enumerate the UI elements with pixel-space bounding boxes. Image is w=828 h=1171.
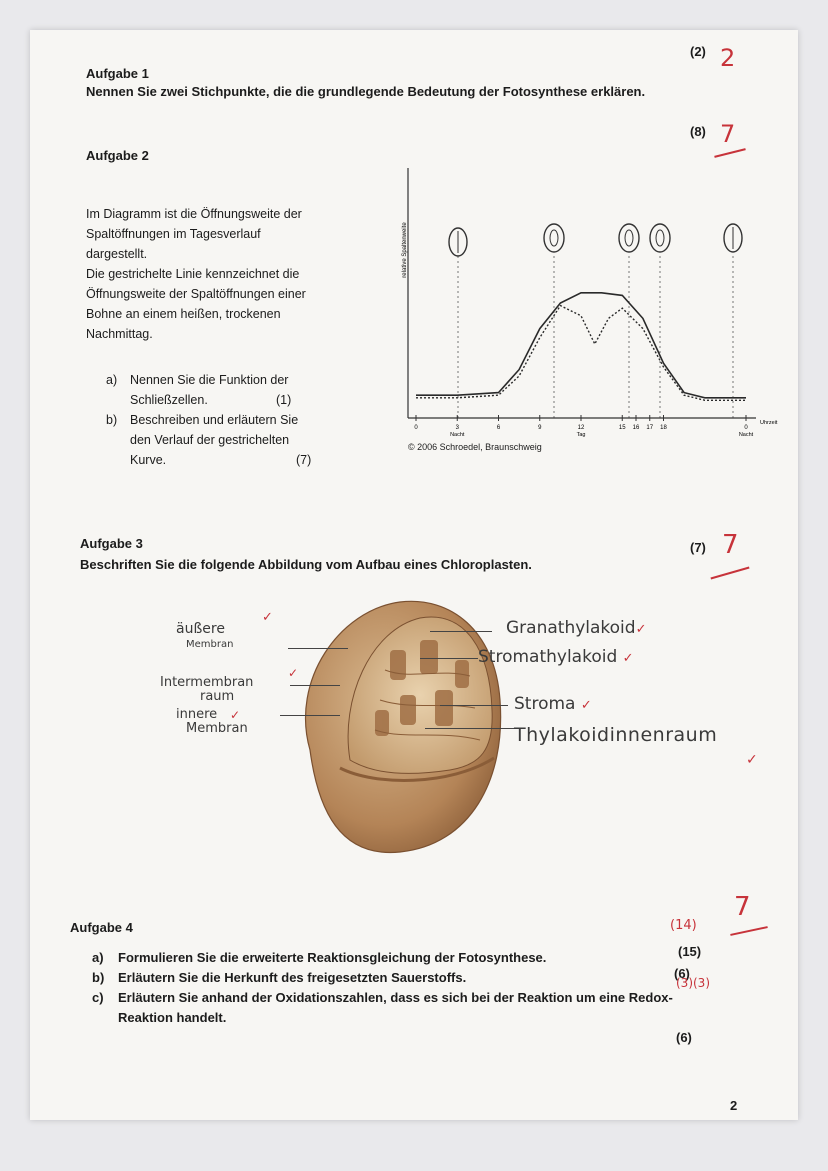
page-number: 2 — [730, 1098, 738, 1113]
y-axis-label: relative Spaltenweite — [402, 222, 408, 278]
check-mark: ✓ — [746, 752, 758, 768]
check-mark: ✓ — [622, 651, 634, 666]
stoma-open-icon — [650, 224, 670, 252]
item-label: b) — [92, 970, 105, 985]
aufgabe2-title: Aufgabe 2 — [86, 148, 149, 163]
aufgabe2-subtasks — [106, 370, 406, 470]
x-tick-label: 16 — [632, 425, 640, 431]
label-line: äußere — [176, 621, 225, 637]
aufgabe1-grade: 2 — [720, 44, 736, 72]
intro-line: Die gestrichelte Linie kennzeichnet die — [86, 267, 300, 281]
item-label: c) — [92, 990, 104, 1005]
aufgabe3-title: Aufgabe 3 — [80, 536, 143, 551]
aufgabe1-title: Aufgabe 1 — [86, 66, 149, 81]
worksheet-page — [30, 30, 798, 1120]
leader-line — [430, 631, 492, 632]
x-sublabel: Nacht — [450, 432, 465, 438]
item-label: a) — [92, 950, 104, 965]
label-stroma — [514, 694, 592, 714]
intro-line: Nachmittag. — [86, 327, 153, 341]
x-tick-label: 6 — [496, 425, 501, 431]
aufgabe3-grade: 7 — [722, 530, 739, 560]
grade-underline — [730, 926, 768, 936]
label-line: innere — [176, 707, 218, 722]
x-sublabel: Nacht — [738, 432, 754, 438]
subtask-a-line: Nennen Sie die Funktion der — [130, 373, 289, 387]
x-tick-label: 15 — [618, 425, 626, 431]
subtask-a-line: Schließzellen. — [130, 393, 208, 407]
x-unit-label: Uhrzeit — [760, 420, 778, 426]
intro-line: Im Diagramm ist die Öffnungsweite der — [86, 207, 302, 221]
aufgabe1-text: Nennen Sie zwei Stichpunkte, die die grundlegende Bedeutung der Fotosynthese erklären. — [86, 84, 646, 99]
label-thylakoidinnenraum: Thylakoidinnenraum — [514, 724, 718, 746]
leader-line — [280, 715, 340, 716]
aufgabe3-points: (7) — [690, 540, 706, 555]
leader-line — [288, 648, 348, 649]
check-mark: ✓ — [288, 666, 299, 680]
x-sublabel: Tag — [576, 432, 586, 438]
subtask-b-line: den Verlauf der gestrichelten — [130, 433, 290, 447]
stoma-open-icon — [544, 224, 564, 252]
item-points: (6) — [674, 966, 690, 981]
aufgabe2-grade: 7 — [720, 120, 736, 148]
check-mark: ✓ — [262, 610, 273, 625]
label-line: Membran — [186, 639, 234, 650]
aufgabe4-title: Aufgabe 4 — [70, 920, 133, 935]
x-tick-label: 0 — [414, 425, 418, 431]
grade-underline — [710, 567, 749, 580]
x-tick-label: 12 — [577, 425, 585, 431]
aufgabe4-subpoints: (3)(3) — [676, 976, 710, 990]
leader-line — [290, 685, 340, 686]
aufgabe4-item — [92, 988, 772, 1045]
leader-line — [420, 658, 478, 659]
stoma-open-icon — [619, 224, 639, 252]
aufgabe3-text: Beschriften Sie die folgende Abbildung vom Aufbau eines Chloroplasten. — [80, 557, 532, 572]
item-text: Erläutern Sie die Herkunft des freigesetzten Sauerstoffs. — [118, 970, 467, 985]
subtask-label: a) — [106, 373, 118, 387]
intro-line: Öffnungsweite der Spaltöffnungen einer — [86, 287, 306, 301]
leader-line — [425, 728, 515, 729]
label-aeussere-membran — [176, 622, 233, 652]
subtask-a-points: (1) — [276, 393, 292, 407]
label-stromathylakoid — [478, 647, 634, 667]
aufgabe4-item — [92, 944, 772, 968]
chloroplast-illustration — [280, 590, 510, 870]
grade-underline — [714, 148, 746, 158]
aufgabe4-total: (14) — [670, 918, 697, 933]
label-line: raum — [200, 689, 235, 704]
check-mark: ✓ — [635, 622, 647, 637]
subtask-label: b) — [106, 413, 118, 427]
stomata-icons — [449, 224, 742, 256]
subtask-b-line: Kurve. — [130, 453, 167, 467]
aufgabe4-item — [92, 968, 772, 988]
check-mark: ✓ — [230, 708, 241, 722]
label-text: Stroma — [514, 694, 576, 714]
stoma-closed-icon — [724, 224, 742, 252]
series-normal-line — [416, 293, 746, 398]
x-tick-label: 17 — [646, 425, 654, 431]
x-tick-label: 0 — [744, 425, 748, 431]
item-text: Erläutern Sie anhand der Oxidationszahlen, dass es sich bei der Reaktion um eine Redox- — [118, 990, 673, 1005]
stoma-closed-icon — [449, 228, 467, 256]
intro-line: Bohne an einem heißen, trockenen — [86, 307, 281, 321]
aufgabe2-intro — [86, 204, 376, 344]
label-text: Granathylakoid — [506, 618, 636, 638]
subtask-b-points: (7) — [296, 453, 312, 467]
label-line: Intermembran — [160, 675, 254, 690]
label-text: Stromathylakoid — [478, 647, 618, 667]
label-intermembranraum — [160, 676, 253, 704]
item-points: (6) — [676, 1030, 692, 1045]
chart-credit: © 2006 Schroedel, Braunschweig — [408, 442, 542, 452]
item-text: Reaktion handelt. — [118, 1010, 227, 1025]
stomata-chart — [396, 160, 778, 450]
leader-line — [440, 705, 508, 706]
item-text: Formulieren Sie die erweiterte Reaktionsgleichung der Fotosynthese. — [118, 950, 547, 965]
label-line: Membran — [186, 721, 248, 736]
x-tick-label: 9 — [538, 425, 542, 431]
aufgabe4-grade: 7 — [734, 892, 751, 922]
series-dry-line — [416, 306, 746, 401]
label-granathylakoid — [506, 618, 646, 638]
check-mark: ✓ — [580, 698, 592, 713]
aufgabe2-points: (8) — [690, 124, 706, 139]
x-tick-label: 18 — [660, 425, 667, 431]
subtask-b-line: Beschreiben und erläutern Sie — [130, 413, 299, 427]
aufgabe4-items — [92, 944, 772, 1045]
item-points: (15) — [678, 944, 702, 959]
intro-line: Spaltöffnungen im Tagesverlauf — [86, 227, 261, 241]
intro-line: dargestellt. — [86, 247, 148, 261]
aufgabe1-points: (2) — [690, 44, 706, 59]
x-tick-label: 3 — [455, 425, 459, 431]
